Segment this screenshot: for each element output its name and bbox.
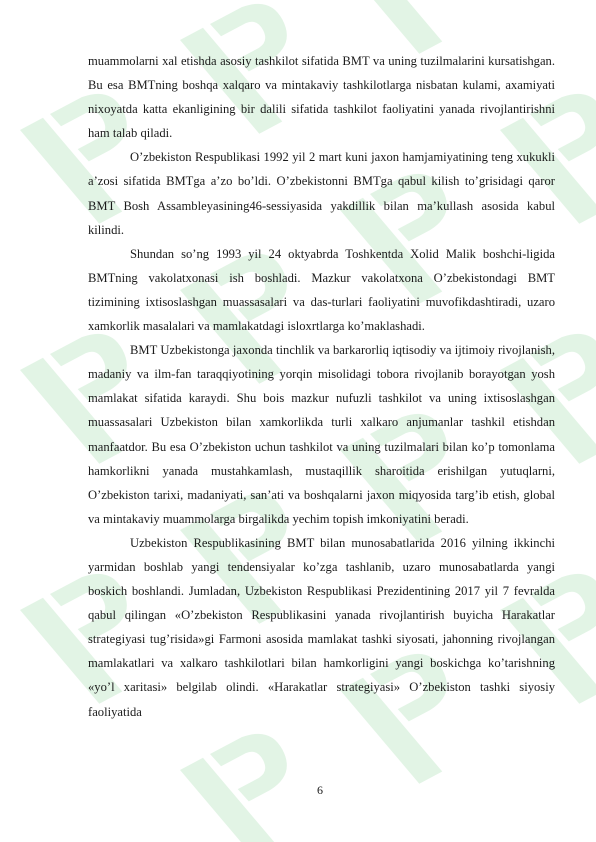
body-text (88, 49, 555, 724)
page-number: 6 (317, 783, 323, 797)
paragraph-4: BMT Uzbekistonga jaxonda tinchlik va barkarorliq iqtisodiy va ijtimoiy rivojlanish, madaniy va ilm-fan taraqqiyotining yorqin misolidagi tobora rivojlanib borayotgan yosh mamlakat sifatida karaydi. Shu bois mazkur nufuzli tashkilot va uning ixtisoslashgan muassasalari Uzbekiston bilan xamkorlikda turli xalkaro anjumanlar tashkil etishdan manfaatdor. Bu esa O’zbekiston uchun tashkilot va uning tuzilmalari bilan ko’p tomonlama hamkorlikni yanada mustahkamlash, mustaqillik sharoitida erishilgan yutuqlarni, O’zbekiston tarixi, madaniyati, san’ati va boshqalarni jaxon miqyosida targ’ib etish, global va mintakaviy muammolarga birgalikda yechim topish imkoniyatini beradi. (88, 343, 555, 526)
paragraph-2: O’zbekiston Respublikasi 1992 yil 2 mart kuni jaxon hamjamiyatining teng xukukli a’zosi sifatida BMTga a’zo bo’ldi. O’zbekistonni BMTga qabul kilish to’grisidagi qaror BMT Bosh Assambleyasining46-sessiyasida yakdillik bilan ma’kullash asosida kabul kilindi. (88, 150, 555, 237)
paragraph-1: muammolarni xal etishda asosiy tashkilot sifatida BMT va uning tuzilmalarini kursatishgan. Bu esa BMTning boshqa xalqaro va mintakaviy tashkilotlarga nisbatan kulami, axamiyati nixoyatda katta ekanligining bir dalili sifatida tashkilot faoliyatini yanada rivojlantirishni ham talab qiladi. (88, 54, 555, 141)
paragraph-5: Uzbekiston Respublikasining BMT bilan munosabatlarida 2016 yilning ikkinchi yarmidan boshlab yangi tendensiyalar ko’zga tashlanib, uzaro munosabatlarda yangi boskich boshlandi. Jumladan, Uzbekiston Respublikasi Prezidentining 2017 yil 7 fevralda qabul qilingan «O’zbekiston Respublikasini yanada rivojlantirish buyicha Harakatlar strategiyasi tug’risida»gi Farmoni asosida mamlakat tashki siyosati, jahonning rivojlangan mamlakatlari va xalkaro tashkilotlari bilan hamkorligini yangi boskichga ko’tarishning «yo’l xaritasi» belgilab olindi. «Harakatlar strategiyasi» O’zbekiston tashki siyosiy faoliyatida (88, 535, 555, 719)
paragraph-3: Shundan so’ng 1993 yil 24 oktyabrda Toshkentda Xolid Malik boshchi-ligida BMTning vakolatxonasi ish boshladi. Mazkur vakolatxona O’zbekistondagi BMT tizimining ixtisoslashgan muassasalari va das-turlari faoliyatini muvofikdashtiradi, uzaro xamkorlik masalalari va mamlakatdagi isloxrtlarga ko’maklashadi. (88, 246, 555, 334)
